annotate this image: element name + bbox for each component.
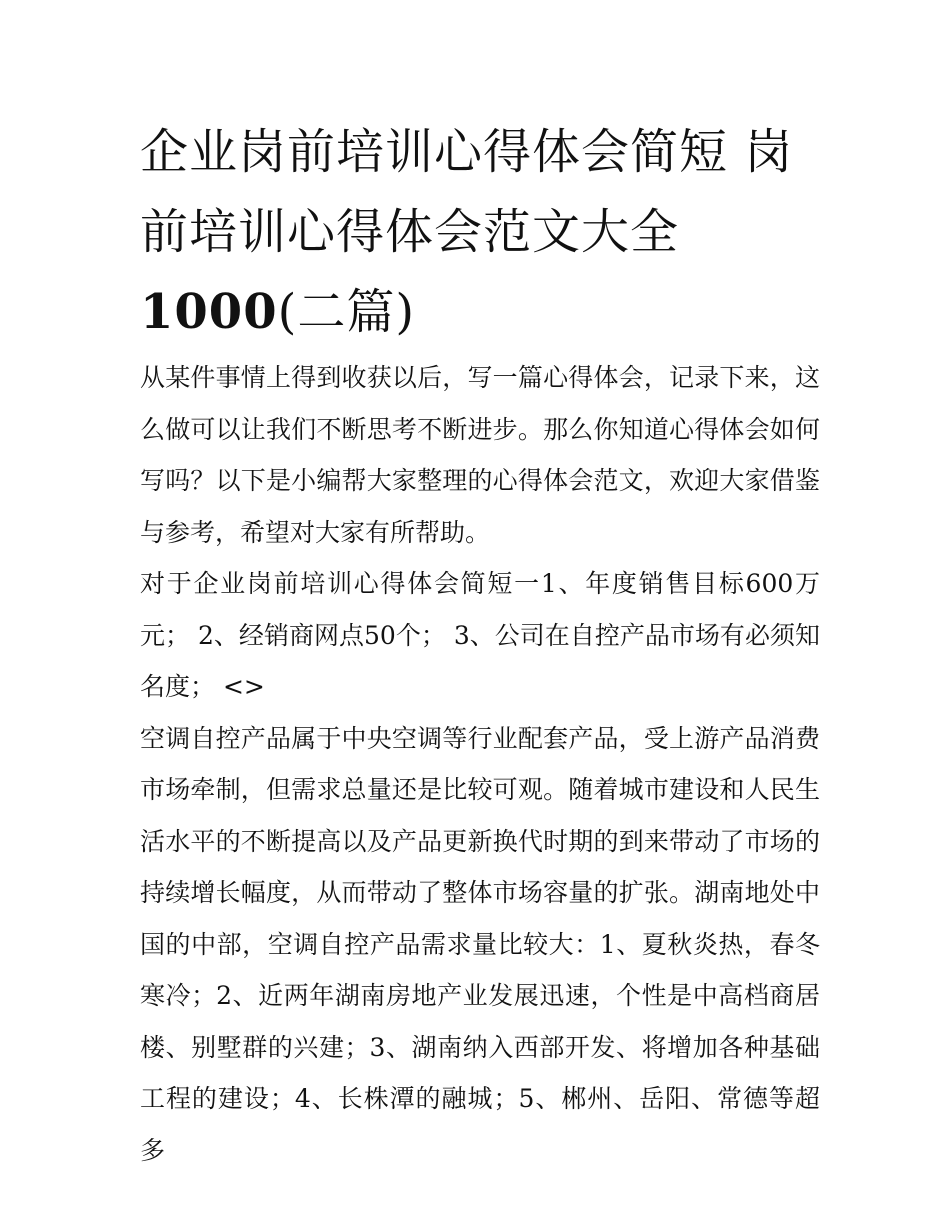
goals-paragraph: 对于企业岗前培训心得体会简短一1、年度销售目标600万元； 2、经销商网点50个； 3、公司在自控产品市场有必须知名度； <>	[140, 569, 820, 701]
title-suffix: (二篇)	[277, 284, 416, 340]
title-number: 1000	[140, 284, 278, 340]
intro-paragraph: 从某件事情上得到收获以后，写一篇心得体会，记录下来，这么做可以让我们不断思考不断进步。那么你知道心得体会如何写吗？以下是小编帮大家整理的心得体会范文，欢迎大家借鉴与参考，希望对大家有所帮助。	[140, 363, 820, 547]
market-paragraph: 空调自控产品属于中央空调等行业配套产品，受上游产品消费市场牵制，但需求总量还是比较可观。随着城市建设和人民生活水平的不断提高以及产品更新换代时期的到来带动了市场的持续增长幅度，从而带动了整体市场容量的扩张。湖南地处中国的中部，空调自控产品需求量比较大：1、夏秋炎热，春冬寒冷；2、近两年湖南房地产业发展迅速，个性是中高档商居楼、别墅群的兴建；3、湖南纳入西部开发、将增加各种基础工程的建设；4、长株潭的融城；5、郴州、岳阳、常德等超多	[140, 723, 820, 1165]
title-line-2: 前培训心得体会范文大全	[140, 204, 680, 260]
document-body	[140, 352, 820, 1176]
document-title	[140, 112, 830, 352]
title-line-1: 企业岗前培训心得体会简短 岗	[140, 124, 794, 180]
